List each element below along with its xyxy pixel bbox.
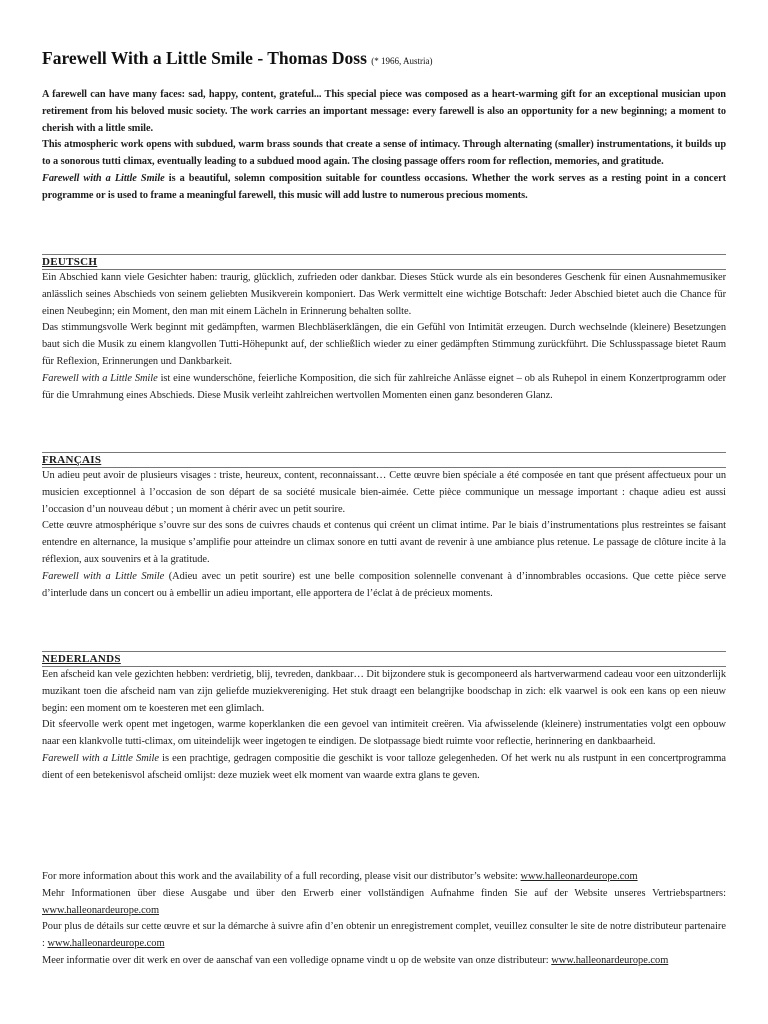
francais-paragraph-1: Un adieu peut avoir de plusieurs visages : triste, heureux, content, reconnaissant… Cette œuvre bien spéciale a été composée en tant que présent affectueux pour un musicien exceptionnel à l’occasion de son départ de sa société musicale bien-aimée. Cette pièce communique un message important : chaque adieu est aussi l’occasion d’un nouveau début ; un moment à chérir avec un petit sourire. — [42, 470, 726, 515]
distributor-link[interactable]: www.halleonardeurope.com — [47, 938, 165, 950]
work-title-italic: Farewell with a Little Smile — [42, 172, 165, 184]
deutsch-paragraph-3-text: ist eine wunderschöne, feierliche Komposition, die sich für zahlreiche Anlässe eignet – ob als Ruhepol in einem Konzertprogramm oder für die Umrahmung eines Abschieds. Diese Musik verleiht zahlreichen wertvollen Momenten einen ganz besonderen Glanz. — [42, 372, 726, 401]
footer-english-text: For more information about this work and the availability of a full recording, please visit our distributor’s website: — [42, 871, 521, 882]
distributor-footer — [42, 869, 726, 970]
nederlands-paragraph-3 — [42, 751, 726, 785]
deutsch-paragraph-1: Ein Abschied kann viele Gesichter haben: traurig, glücklich, zufrieden oder dankbar. Dieses Stück wurde als ein besonderes Geschenk für einen Ausnahmemusiker anlässlich seines Abschieds von seinem geliebten Musikverein komponiert. Das Werk vermittelt eine wichtige Botschaft: Jeder Abschied bietet auch die Chance für einen Neubeginn; ein Moment, den man mit einem Lächeln in Erinnerung behalten sollte. — [42, 272, 726, 317]
english-paragraph-1: A farewell can have many faces: sad, happy, content, grateful... This special piece was composed as a heart-warming gift for an exceptional musician upon retirement from his beloved music society. The work carries an important message: every farewell is also an opportunity for a new beginning; a moment to cherish with a little smile. — [42, 89, 726, 134]
nederlands-paragraph-3-text: is een prachtige, gedragen compositie die geschikt is voor talloze gelegenheden. Of het werk nu als rustpunt in een concertprogramma dient of een betekenisvol afscheid omlijst: deze muziek weet elk moment van waarde extra glans te geven. — [42, 752, 726, 781]
footer-french — [42, 919, 726, 953]
deutsch-body — [42, 270, 726, 404]
english-paragraph-3 — [42, 171, 726, 205]
english-paragraph-3-text: is a beautiful, solemn composition suitable for countless occasions. Whether the work serves as a resting point in a concert programme or is used to frame a meaningful farewell, this music will add lustre to numerous precious moments. — [42, 172, 726, 201]
nederlands-section — [42, 651, 726, 785]
page-title — [42, 48, 433, 69]
nederlands-paragraph-2: Dit sfeervolle werk opent met ingetogen, warme koperklanken die een gevoel van intimiteit creëren. Via afwisselende (kleinere) instrumentaties volgt een opbouw naar een klankvolle tutti-climax, om uiteindelijk weer ingetogen te eindigen. De slotpassage biedt ruimte voor reflectie, herinnering en dankbaarheid. — [42, 719, 726, 748]
english-paragraph-2: This atmospheric work opens with subdued, warm brass sounds that create a sense of intimacy. Through alternating (smaller) instrumentations, it builds up to a sonorous tutti climax, eventually leading to a subdued mood again. The closing passage offers room for reflection, memories, and gratitude. — [42, 139, 726, 168]
work-title-italic: Farewell with a Little Smile — [42, 570, 165, 582]
nederlands-heading: NEDERLANDS — [42, 653, 121, 665]
english-section — [42, 87, 726, 205]
footer-german-text: Mehr Informationen über diese Ausgabe und über den Erwerb einer vollständigen Aufnahme finden Sie auf der Website unseres Vertriebspartners: — [42, 887, 726, 899]
footer-french-text: Pour plus de détails sur cette œuvre et sur la démarche à suivre afin d’en obtenir un enregistrement complet, veuillez consulter le site de notre distributeur partenaire : — [42, 921, 726, 950]
francais-section — [42, 452, 726, 602]
footer-english — [42, 869, 726, 886]
section-divider-top — [42, 452, 726, 453]
title-main: Farewell With a Little Smile - Thomas Doss — [42, 48, 367, 68]
francais-heading: FRANÇAIS — [42, 454, 102, 466]
francais-paragraph-3 — [42, 569, 726, 603]
francais-paragraph-3-text: (Adieu avec un petit sourire) est une belle composition solennelle convenant à d’innombrables occasions. Que cette pièce serve d’interlude dans un concert ou à embellir un adieu important, elle apportera de l’éclat à de précieux moments. — [42, 570, 726, 599]
francais-body — [42, 468, 726, 602]
footer-german — [42, 886, 726, 920]
section-divider-top — [42, 651, 726, 652]
work-title-italic: Farewell with a Little Smile — [42, 372, 158, 384]
nederlands-body — [42, 667, 726, 785]
deutsch-paragraph-3 — [42, 371, 726, 405]
deutsch-section — [42, 254, 726, 404]
francais-paragraph-2: Cette œuvre atmosphérique s’ouvre sur des sons de cuivres chauds et contenus qui créent un climat intime. Par le biais d’instrumentations plus restreintes se faisant entendre en alternance, la musique s’amplifie pour atteindre un climax sonore en tutti avant de revenir à une ambiance plus retenue. Le passage de clôture incite à la réflexion, aux souvenirs et à la gratitude. — [42, 520, 726, 565]
distributor-link[interactable]: www.halleonardeurope.com — [42, 904, 160, 916]
section-divider-top — [42, 254, 726, 255]
nederlands-paragraph-1: Een afscheid kan vele gezichten hebben: verdrietig, blij, tevreden, dankbaar… Dit bijzondere stuk is gecomponeerd als hartverwarmend cadeau voor een uitzonderlijk muzikant toen die afscheid nam van zijn geliefde muziekvereniging. Het stuk draagt een belangrijke boodschap in zich: elk vaarwel is ook een kans op een nieuw begin: een moment om te koesteren met een glimlach. — [42, 669, 726, 714]
distributor-link[interactable]: www.halleonardeurope.com — [551, 954, 669, 966]
footer-dutch-text: Meer informatie over dit werk en over de aanschaf van een volledige opname vindt u op de website van onze distributeur: — [42, 954, 552, 966]
deutsch-paragraph-2: Das stimmungsvolle Werk beginnt mit gedämpften, warmen Blechbläserklängen, die ein Gefühl von Intimität erzeugen. Durch wechselnde (kleinere) Besetzungen baut sich die Musik zu einem klangvollen Tutti-Höhepunkt auf, der schließlich wieder zu einer gedämpften Stimmung zurückführt. Die Schlusspassage bietet Raum für Reflexion, Erinnerungen und Dankbarkeit. — [42, 322, 726, 367]
deutsch-heading: DEUTSCH — [42, 256, 98, 268]
work-title-italic: Farewell with a Little Smile — [42, 752, 159, 764]
footer-dutch — [42, 953, 726, 970]
distributor-link[interactable]: www.halleonardeurope.com — [520, 871, 638, 882]
title-subtitle: (* 1966, Austria) — [371, 56, 433, 66]
